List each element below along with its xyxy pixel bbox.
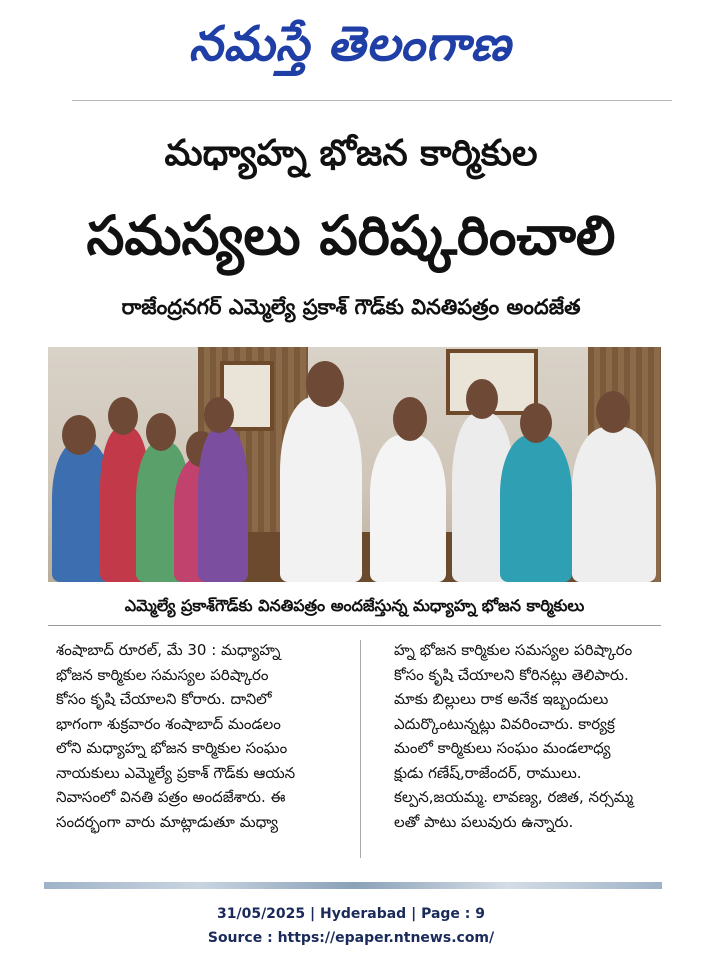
article-line: భోజన కార్మికుల సమస్యల పరిష్కారం [56, 665, 269, 684]
photo-caption: ఎమ్మెల్యే ప్రకాశ్‌గౌడ్‌కు వినతిపత్రం అందజేస్తున్న మధ్యాహ్న భోజన కార్మికులు [124, 596, 585, 615]
person [500, 435, 572, 582]
footer-source: Source : https://epaper.ntnews.com/ [207, 930, 495, 946]
headline-line-1: మధ్యాహ్న భోజన కార్మికుల [164, 133, 538, 174]
article-line: లతో పాటు పలువురు ఉన్నారు. [394, 812, 574, 831]
person [280, 397, 362, 582]
article-line: క్షుడు గణేష్,రాజేందర్, రాములు. [394, 763, 582, 782]
caption-divider [48, 625, 661, 626]
article-line: మాకు బిల్లులు రాక అనేక ఇబ్బందులు [394, 690, 609, 708]
person [572, 427, 656, 582]
article-line: కోసం కృషి చేయాలని కోరారు. దానిలో [56, 690, 272, 708]
person [370, 435, 446, 582]
article-column-left [56, 638, 346, 834]
person-head [204, 397, 234, 433]
article-line: భాగంగా శుక్రవారం శంషాబాద్ మండలం [56, 714, 281, 733]
person-head [306, 361, 344, 407]
person-head [108, 397, 138, 435]
news-photo [48, 347, 661, 582]
person [198, 427, 248, 582]
article-line: నాయకులు ఎమ్మెల్యే ప్రకాశ్ గౌడ్‌కు ఆయన [56, 763, 296, 782]
headline-line-2: సమస్యలు పరిష్కరించాలి [86, 204, 616, 267]
person-head [520, 403, 552, 443]
person-head [466, 379, 498, 419]
article-line: సందర్భంగా వారు మాట్లాడుతూ మధ్యా [56, 812, 279, 831]
masthead [0, 0, 702, 100]
article-column-right [394, 638, 684, 834]
masthead-divider [72, 100, 672, 101]
article-line: ఎదుర్కొంటున్నట్లు వివరించారు. కార్యక్ర [394, 714, 615, 733]
person-head [596, 391, 630, 433]
footer-meta: 31/05/2025 | Hyderabad | Page : 9 [216, 906, 486, 922]
newspaper-logo: నమస్తే తెలంగాణ [188, 16, 512, 72]
article-line: కోసం కృషి చేయాలని కోరినట్లు తెలిపారు. [394, 665, 629, 684]
article-line: మంలో కార్మికులు సంఘం మండలాధ్య [394, 739, 611, 757]
person-head [146, 413, 176, 451]
article-line: నివాసంలో వినతి పత్రం అందజేశారు. ఈ [56, 788, 286, 806]
subheadline: రాజేంద్రనగర్ ఎమ్మెల్యే ప్రకాశ్ గౌడ్‌కు వినతిపత్రం అందజేత [121, 295, 581, 319]
next-article-strip [44, 882, 662, 889]
article-line: కల్పన,జయమ్మ. లావణ్య, రజిత, నర్సమ్మ [394, 788, 634, 806]
article-line: లోని మధ్యాహ్న భోజన కార్మికుల సంఘం [56, 739, 288, 757]
column-divider [360, 640, 361, 858]
article-line: శంషాబాద్ రూరల్, మే 30 : మధ్యాహ్న [56, 641, 281, 659]
article-line: హ్న భోజన కార్మికుల సమస్యల పరిష్కారం [394, 641, 633, 659]
person-head [393, 397, 427, 441]
person-head [62, 415, 96, 455]
